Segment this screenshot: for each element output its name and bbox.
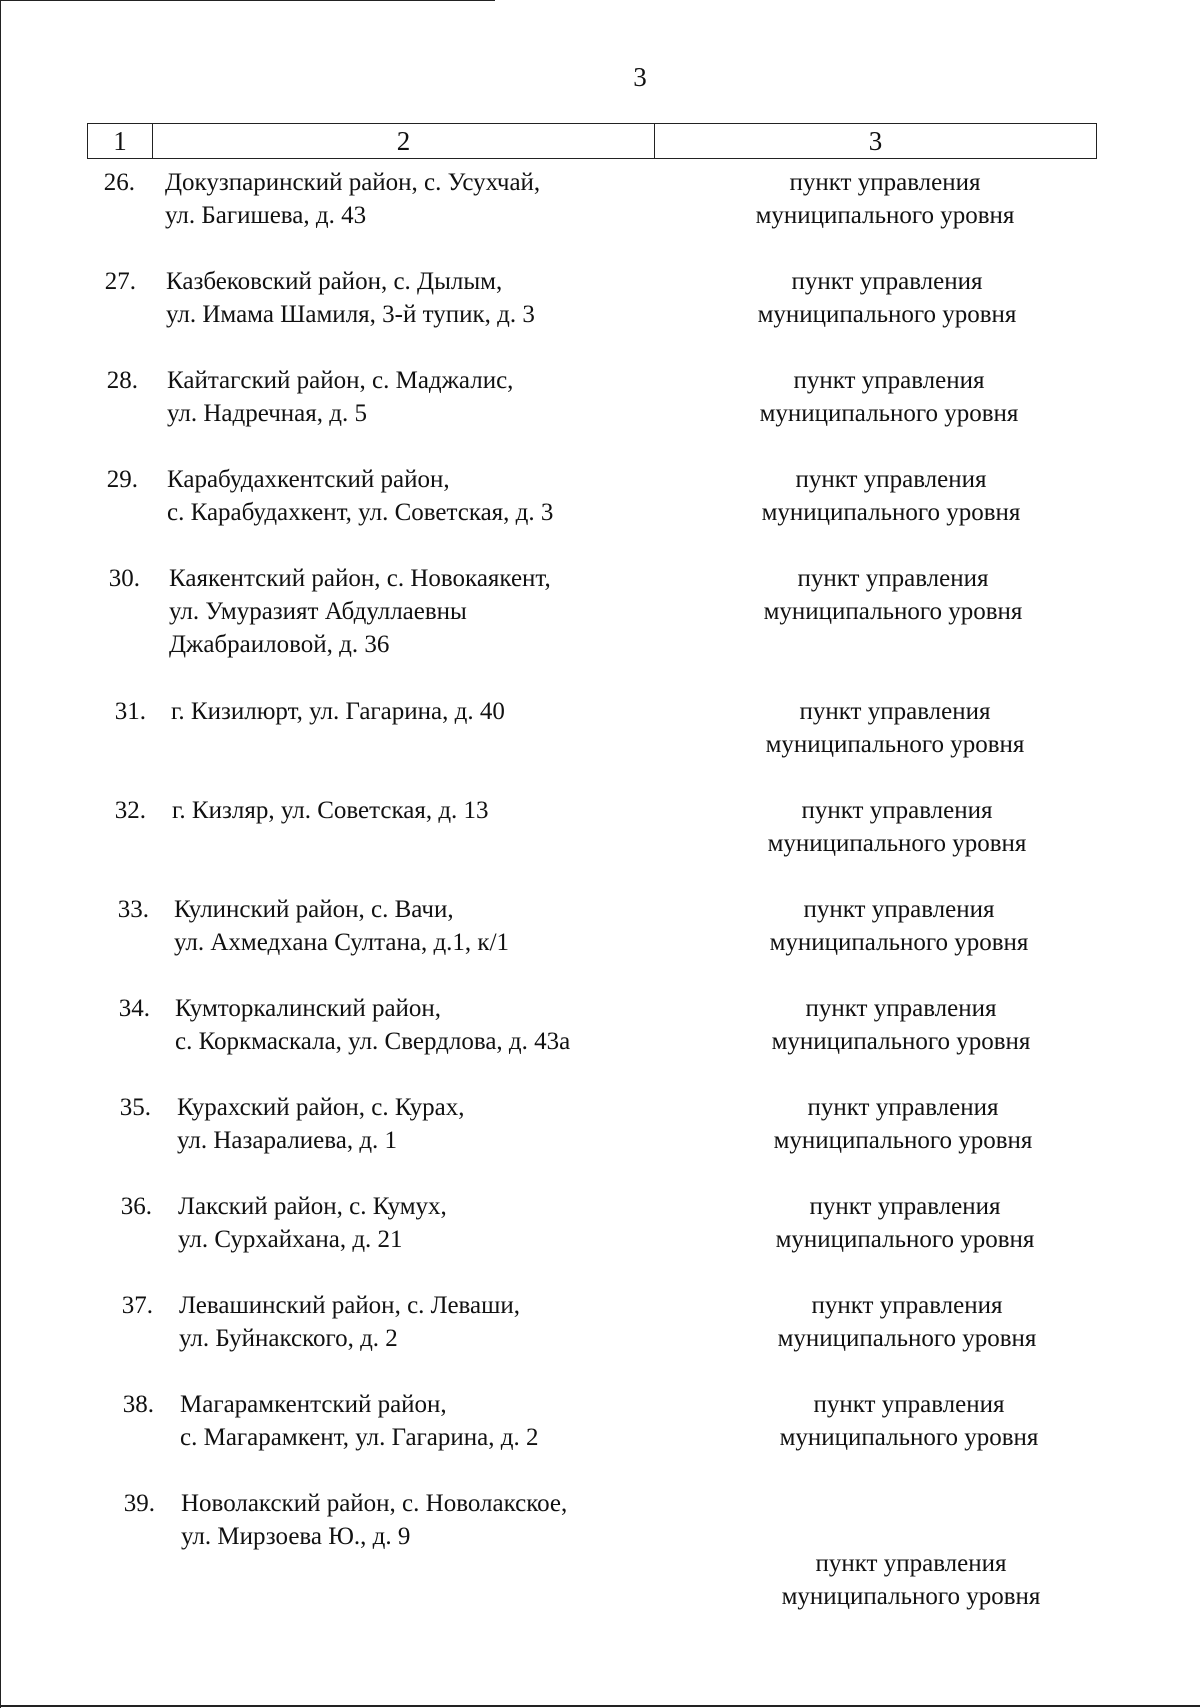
address-line: Карабудахкентский район, — [167, 466, 450, 493]
row-address — [165, 166, 625, 232]
header-col-2: 2 — [153, 124, 655, 158]
address-line: Казбековский район, с. Дылым, — [166, 268, 503, 295]
status-line: пункт управления — [791, 268, 983, 295]
status-line: муниципального уровня — [759, 400, 1019, 427]
row-number: 32. — [114, 797, 146, 824]
status-line: пункт управления — [815, 1550, 1007, 1577]
row-number: 31. — [114, 698, 146, 725]
address-line: ул. Назаралиева, д. 1 — [177, 1127, 398, 1154]
status-line: пункт управления — [811, 1292, 1003, 1319]
row-status — [738, 1091, 1068, 1157]
row-status — [728, 562, 1058, 628]
address-line: Каякентский район, с. Новокаякент, — [169, 565, 551, 592]
row-number: 37. — [121, 1292, 153, 1319]
status-line: муниципального уровня — [767, 830, 1027, 857]
row-number: 35. — [119, 1094, 151, 1121]
address-line: Новолакский район, с. Новолакское, — [181, 1490, 568, 1517]
row-status — [724, 364, 1054, 430]
status-line: муниципального уровня — [779, 1424, 1039, 1451]
row-status — [720, 166, 1050, 232]
status-line: муниципального уровня — [755, 202, 1015, 229]
address-line: ул. Багишева, д. 43 — [165, 202, 367, 229]
row-number: 36. — [120, 1193, 152, 1220]
row-status — [734, 893, 1064, 959]
header-col-3: 3 — [868, 125, 883, 156]
row-address — [167, 463, 627, 529]
status-line: пункт управления — [797, 565, 989, 592]
row-number: 29. — [106, 466, 138, 493]
status-line: пункт управления — [795, 466, 987, 493]
address-line: с. Коркмаскала, ул. Свердлова, д. 43а — [175, 1028, 571, 1055]
row-status — [726, 463, 1056, 529]
address-line: Кайтагский район, с. Маджалис, — [167, 367, 514, 394]
address-line: Левашинский район, с. Леваши, — [179, 1292, 520, 1319]
row-address — [178, 1190, 638, 1256]
row-status — [740, 1190, 1070, 1256]
address-line: Докузпаринский район, с. Усухчай, — [165, 169, 541, 196]
address-line: ул. Имама Шамиля, 3-й тупик, д. 3 — [166, 301, 535, 328]
address-line: с. Магарамкент, ул. Гагарина, д. 2 — [180, 1424, 539, 1451]
address-line: Магарамкентский район, — [180, 1391, 447, 1418]
row-number: 38. — [122, 1391, 154, 1418]
address-line: ул. Мирзоева Ю., д. 9 — [181, 1523, 411, 1550]
row-number: 33. — [117, 896, 149, 923]
address-line: ул. Буйнакского, д. 2 — [179, 1325, 398, 1352]
row-number: 30. — [108, 565, 140, 592]
row-address — [174, 893, 634, 959]
row-status — [736, 992, 1066, 1058]
address-line: ул. Умуразият Абдуллаевны — [169, 598, 467, 625]
header-col-1: 1 — [88, 124, 153, 158]
address-line: ул. Сурхайхана, д. 21 — [178, 1226, 403, 1253]
row-number: 39. — [123, 1490, 155, 1517]
row-status — [732, 794, 1062, 860]
row-status — [746, 1547, 1076, 1613]
row-address — [169, 562, 629, 661]
status-line: пункт управления — [793, 367, 985, 394]
row-address — [172, 794, 632, 827]
status-line: муниципального уровня — [775, 1226, 1035, 1253]
row-status — [744, 1388, 1074, 1454]
row-address — [180, 1388, 640, 1454]
status-line: муниципального уровня — [763, 598, 1023, 625]
status-line: муниципального уровня — [777, 1325, 1037, 1352]
row-address — [166, 265, 626, 331]
page-number: 3 — [633, 62, 647, 92]
status-line: муниципального уровня — [769, 929, 1029, 956]
row-number: 34. — [118, 995, 150, 1022]
status-line: пункт управления — [789, 169, 981, 196]
address-line: Лакский район, с. Кумух, — [178, 1193, 447, 1220]
row-address — [167, 364, 627, 430]
status-line: пункт управления — [809, 1193, 1001, 1220]
address-line: г. Кизилюрт, ул. Гагарина, д. 40 — [171, 698, 505, 725]
row-address — [175, 992, 635, 1058]
row-address — [179, 1289, 639, 1355]
status-line: пункт управления — [807, 1094, 999, 1121]
status-line: пункт управления — [803, 896, 995, 923]
row-address — [177, 1091, 637, 1157]
status-line: муниципального уровня — [781, 1583, 1041, 1610]
status-line: пункт управления — [805, 995, 997, 1022]
address-line: Курахский район, с. Курах, — [177, 1094, 465, 1121]
address-line: Кумторкалинский район, — [175, 995, 442, 1022]
row-address — [171, 695, 631, 728]
row-status — [730, 695, 1060, 761]
status-line: пункт управления — [801, 797, 993, 824]
row-number: 26. — [103, 169, 135, 196]
row-address — [181, 1487, 641, 1553]
status-line: муниципального уровня — [765, 731, 1025, 758]
address-line: ул. Ахмедхана Султана, д.1, к/1 — [174, 929, 510, 956]
status-line: пункт управления — [799, 698, 991, 725]
address-line: с. Карабудахкент, ул. Советская, д. 3 — [167, 499, 554, 526]
address-line: Кулинский район, с. Вачи, — [174, 896, 454, 923]
status-line: муниципального уровня — [771, 1028, 1031, 1055]
row-status — [742, 1289, 1072, 1355]
row-number: 27. — [104, 268, 136, 295]
address-line: Джабраиловой, д. 36 — [169, 631, 390, 658]
status-line: муниципального уровня — [761, 499, 1021, 526]
status-line: пункт управления — [813, 1391, 1005, 1418]
status-line: муниципального уровня — [757, 301, 1017, 328]
row-status — [722, 265, 1052, 331]
row-number: 28. — [106, 367, 138, 394]
address-line: ул. Надречная, д. 5 — [167, 400, 367, 427]
address-line: г. Кизляр, ул. Советская, д. 13 — [172, 797, 489, 824]
status-line: муниципального уровня — [773, 1127, 1033, 1154]
